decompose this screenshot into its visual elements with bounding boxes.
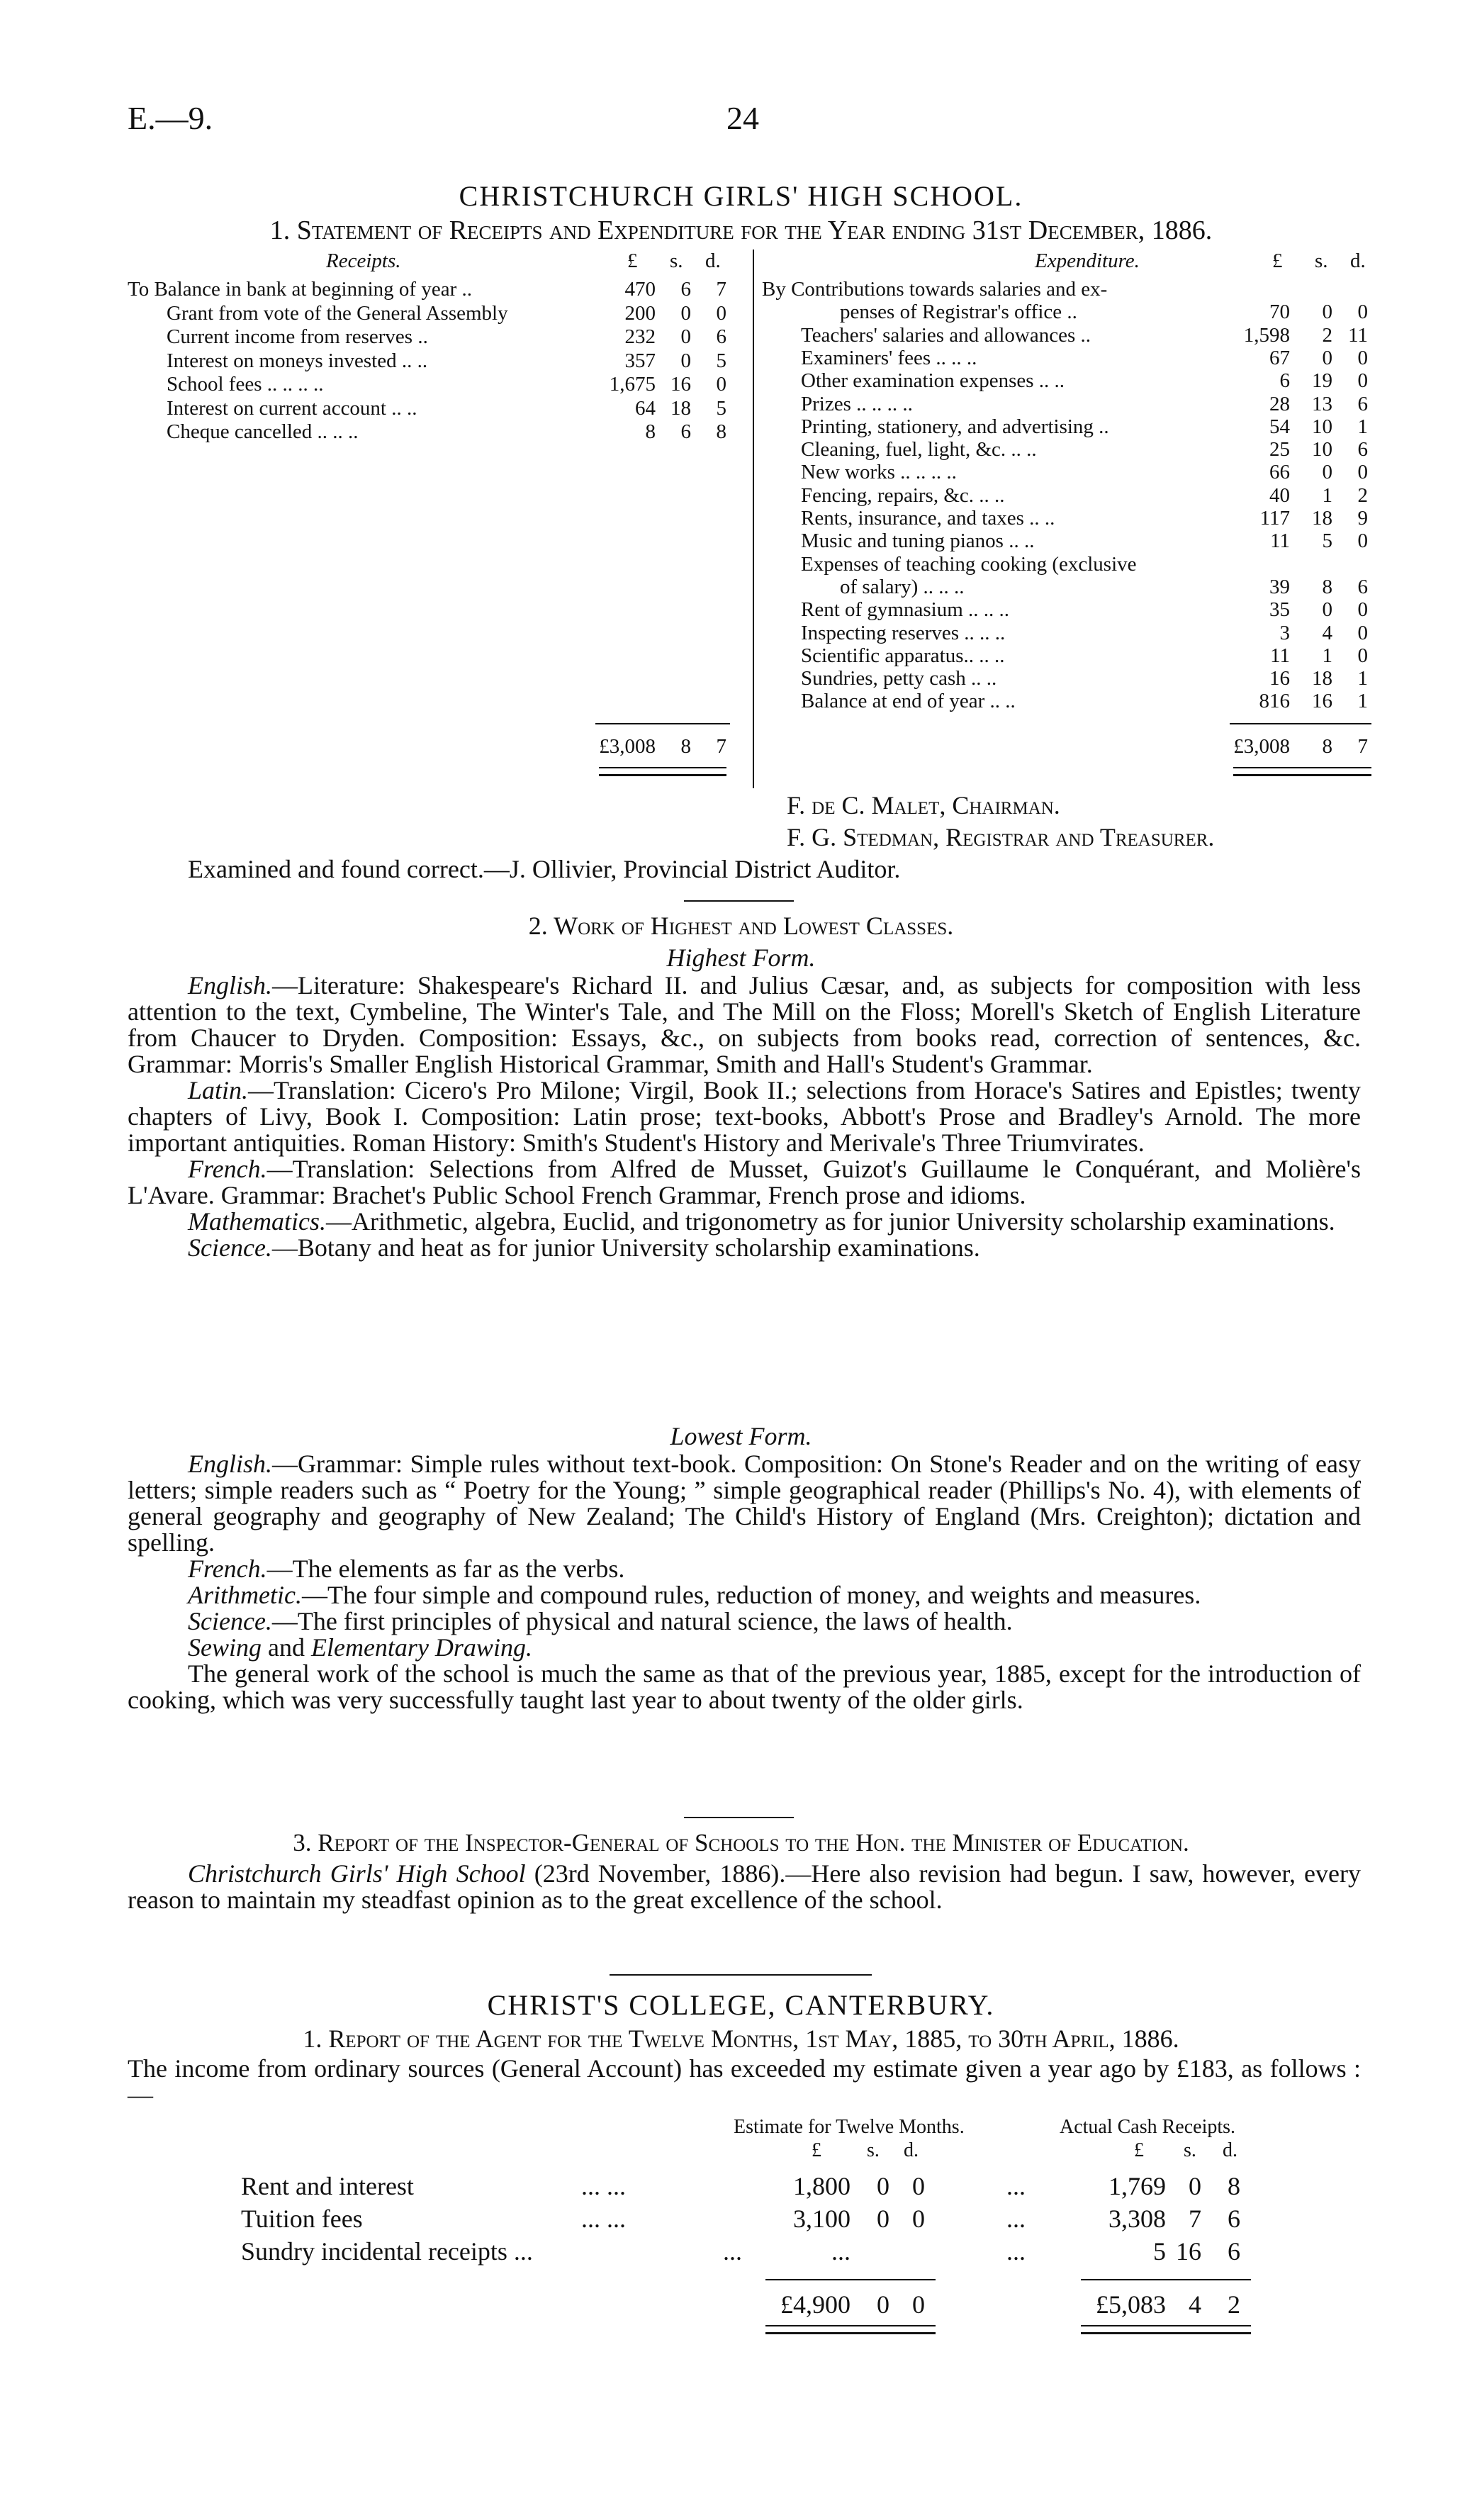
income-mid-leader: ...: [1006, 2237, 1026, 2266]
act-shillings: 0: [1189, 2172, 1201, 2200]
expenditure-shillings: 16: [1312, 690, 1332, 713]
income-mid-leader: ...: [1006, 2205, 1026, 2233]
subject-label: Arithmetic.: [188, 1581, 302, 1609]
subject-text: —Arithmetic, algebra, Euclid, and trigonometry as for junior University scholarship examinations.: [325, 1207, 1335, 1236]
act-pence: 6: [1228, 2205, 1240, 2233]
income-row: [128, 2171, 1361, 2201]
income-label: Rent and interest: [241, 2172, 414, 2200]
subject-text: —Literature: Shakespeare's Richard II. and Julius Cæsar, and, as subjects for composition with less attention to the text, Cymbeline, The Winter's Tale, and The Mill on the Floss; Morell's Sketch of English Literature from Chaucer to Dryden. Composition: Essays, &c., on subjects from books read, correction of sentences, &c. Grammar: Morris's Smaller English Historical Grammar, Smith and Hall's Student's Grammar.: [128, 971, 1361, 1078]
expenditure-row: [762, 576, 1379, 601]
est-shillings: 0: [877, 2205, 889, 2233]
est-pounds: 3,100: [793, 2205, 851, 2233]
expenditure-pounds: 25: [1269, 438, 1290, 461]
receipts-pence: 6: [716, 325, 726, 348]
est-total-rule: [765, 2279, 936, 2280]
receipts-row: [128, 373, 737, 398]
expenditure-pence: 0: [1357, 346, 1368, 369]
expenditure-label: Printing, stationery, and advertising ..: [801, 415, 1109, 438]
expenditure-label: Prizes .. .. .. ..: [801, 392, 913, 415]
receipts-table: [128, 250, 751, 802]
expenditure-label: Scientific apparatus.. .. ..: [801, 644, 1005, 667]
expenditure-shillings: 4: [1322, 621, 1332, 644]
expenditure-shillings: 0: [1322, 301, 1332, 324]
expenditure-row: [762, 369, 1379, 395]
act-shillings: 7: [1189, 2205, 1201, 2233]
expenditure-label: Other examination expenses .. ..: [801, 369, 1065, 393]
est-pounds: ...: [831, 2237, 851, 2266]
expenditure-label: Rent of gymnasium .. .. ..: [801, 598, 1010, 622]
receipts-row: [128, 420, 737, 446]
expenditure-pounds: 54: [1269, 415, 1290, 438]
act-double-rule: [1081, 2325, 1251, 2334]
receipts-shillings: 0: [680, 349, 691, 372]
expenditure-label: Expenses of teaching cooking (exclusive: [801, 552, 1137, 576]
expenditure-pence: 0: [1357, 621, 1368, 644]
expenditure-col-pound: £: [1272, 250, 1283, 272]
expenditure-pence: 0: [1357, 461, 1368, 484]
act-shillings: 16: [1176, 2237, 1201, 2266]
page-number: 24: [726, 100, 759, 136]
subject-label: Mathematics.: [188, 1207, 326, 1236]
expenditure-row: [762, 622, 1379, 647]
income-leader: ... ...: [581, 2172, 626, 2200]
est-shillings: 0: [877, 2172, 889, 2200]
general-work-text: The general work of the school is much the same as that of the previous year, 1885, except for the introduction of cooking, which was very successfully taught last year to about twenty of the older girls.: [128, 1659, 1361, 1714]
expenditure-row: [762, 644, 1379, 670]
receipts-pence: 7: [716, 278, 726, 301]
subject-text: —The four simple and compound rules, reduction of money, and weights and measures.: [301, 1581, 1201, 1609]
sewing-and: and: [262, 1633, 311, 1662]
receipts-double-rule: [599, 767, 726, 776]
lowest-english: [128, 1451, 1361, 1556]
divider-rule-2: [684, 1817, 794, 1818]
expenditure-pence: 1: [1357, 415, 1368, 438]
receipts-label: Cheque cancelled .. .. ..: [167, 420, 359, 443]
act-total-pounds: £5,083: [1096, 2290, 1166, 2319]
act-col-s: s.: [1184, 2139, 1196, 2161]
expenditure-shillings: 0: [1322, 461, 1332, 484]
signature-registrar: F. G. Stedman, Registrar and Treasurer.: [787, 823, 1215, 851]
expenditure-shillings: 0: [1322, 598, 1332, 622]
report-heading: 3. Report of the Inspector-General of Schools to the Hon. the Minister of Education.: [293, 1829, 1189, 1857]
expenditure-row: [762, 530, 1379, 555]
receipts-pounds: 470: [624, 278, 656, 301]
expenditure-label: Sundries, petty cash .. ..: [801, 667, 997, 690]
income-row: [128, 2236, 1361, 2266]
expenditure-label: New works .. .. .. ..: [801, 461, 957, 484]
receipts-label: Interest on current account .. ..: [167, 396, 417, 420]
expenditure-pounds: 816: [1259, 690, 1290, 713]
receipts-shillings: 18: [670, 396, 691, 420]
expenditure-pounds: 28: [1269, 392, 1290, 415]
expenditure-shillings: 18: [1312, 507, 1332, 530]
est-pence: 0: [912, 2172, 925, 2200]
expenditure-shillings: 2: [1322, 323, 1332, 347]
receipts-label: Grant from vote of the General Assembly: [167, 301, 508, 325]
subject-text: —Grammar: Simple rules without text-book. Composition: On Stone's Reader and on the writing of easy letters; simple readers such as “ Poetry for the Young; ” simple geographical reader (Phillips's No. 4), with elements of general geography and geography of New Zealand; The Child's History of England (Mrs. Creighton); dictation and spelling.: [128, 1450, 1361, 1557]
column-divider: [753, 250, 754, 788]
act-total-pence: 2: [1228, 2290, 1240, 2319]
subject-text: —Translation: Cicero's Pro Milone; Virgil, Book II.; selections from Horace's Satires and Epistles; twenty chapters of Livy, Book I. Composition: Latin prose; text-books, Abbott's Prose and Bradley's Arnold. The more important antiquities. Roman History: Smith's Student's History and Merivale's Three Triumvirates.: [128, 1076, 1361, 1157]
expenditure-col-s: s.: [1315, 250, 1328, 272]
divider-rule-3: [610, 1974, 872, 1976]
est-col-s: s.: [867, 2139, 880, 2161]
expenditure-shillings: 0: [1322, 346, 1332, 369]
subject-text: —The elements as far as the verbs.: [266, 1555, 625, 1583]
expenditure-pence: 6: [1357, 575, 1368, 598]
receipts-pounds: 1,675: [609, 373, 656, 396]
expenditure-pounds: 35: [1269, 598, 1290, 622]
receipts-pounds: 200: [624, 301, 656, 325]
act-total-shillings: 4: [1189, 2290, 1201, 2319]
act-col-d: d.: [1223, 2139, 1237, 2161]
expenditure-pounds: 66: [1269, 461, 1290, 484]
receipts-row: [128, 325, 737, 351]
expenditure-pence: 0: [1357, 644, 1368, 667]
expenditure-pounds: 3: [1279, 621, 1290, 644]
act-pounds: 1,769: [1108, 2172, 1166, 2200]
expenditure-pounds: 16: [1269, 667, 1290, 690]
subject-label: Science.: [188, 1233, 272, 1262]
act-pence: 8: [1228, 2172, 1240, 2200]
report-paragraph: [128, 1861, 1361, 1913]
income-table: [128, 2116, 1361, 2385]
expenditure-label: Examiners' fees .. .. ..: [801, 346, 977, 369]
expenditure-pence: 0: [1357, 598, 1368, 622]
est-pence: 0: [912, 2205, 925, 2233]
report-school-name: Christchurch Girls' High School: [188, 1859, 526, 1888]
est-total-shillings: 0: [877, 2290, 889, 2319]
drawing-label: Elementary Drawing.: [310, 1633, 532, 1662]
expenditure-pounds: 11: [1270, 530, 1290, 553]
subject-text: —Botany and heat as for junior University scholarship examinations.: [271, 1233, 980, 1262]
expenditure-row: [762, 324, 1379, 349]
receipts-row: [128, 278, 737, 303]
auditor-note: Examined and found correct.—J. Ollivier, Provincial District Auditor.: [188, 855, 901, 883]
expenditure-pounds: 39: [1269, 575, 1290, 598]
receipts-total-pence: 7: [716, 735, 726, 758]
highest-form-heading: Highest Form.: [666, 943, 816, 972]
expenditure-shillings: 1: [1322, 644, 1332, 667]
lowest-form-content: [128, 1451, 1361, 1713]
expenditure-shillings: 10: [1312, 438, 1332, 461]
expenditure-shillings: 19: [1312, 369, 1332, 393]
lowest-science: [128, 1608, 1361, 1635]
agent-intro: [128, 2056, 1361, 2108]
receipts-row: [128, 397, 737, 422]
expenditure-row: [762, 553, 1379, 578]
income-row: [128, 2204, 1361, 2234]
highest-mathematics: [128, 1209, 1361, 1235]
expenditure-label: penses of Registrar's office ..: [840, 301, 1077, 324]
receipts-shillings: 6: [680, 278, 691, 301]
expenditure-pounds: 1,598: [1243, 323, 1290, 347]
expenditure-total-pence: 7: [1357, 735, 1368, 758]
est-col-pound: £: [812, 2139, 821, 2161]
page-reference: E.—9.: [128, 100, 213, 136]
expenditure-row: [762, 301, 1379, 326]
receipts-row: [128, 349, 737, 375]
signature-chairman: F. de C. Malet, Chairman.: [787, 791, 1060, 819]
receipts-pounds: 8: [645, 420, 656, 443]
expenditure-shillings: 10: [1312, 415, 1332, 438]
receipts-pence: 0: [716, 301, 726, 325]
highest-english: [128, 973, 1361, 1077]
expenditure-pounds: 11: [1270, 644, 1290, 667]
receipts-pence: 5: [716, 349, 726, 372]
expenditure-pence: 11: [1348, 323, 1368, 347]
receipts-pence: 5: [716, 396, 726, 420]
expenditure-label: Inspecting reserves .. .. ..: [801, 621, 1006, 644]
expenditure-total-rule: [1230, 723, 1371, 724]
receipts-pence: 0: [716, 373, 726, 396]
lowest-form-heading: Lowest Form.: [670, 1422, 812, 1450]
subject-label: French.: [188, 1555, 267, 1583]
expenditure-label: Cleaning, fuel, light, &c. .. ..: [801, 438, 1037, 461]
subject-label: English.: [188, 1450, 273, 1478]
expenditure-label: Rents, insurance, and taxes .. ..: [801, 507, 1055, 530]
receipts-col-d: d.: [705, 250, 721, 272]
receipts-label: To Balance in bank at beginning of year ..: [128, 278, 472, 301]
section-title-christs-college: CHRIST'S COLLEGE, CANTERBURY.: [487, 1989, 995, 2021]
section-title-christchurch: CHRISTCHURCH GIRLS' HIGH SCHOOL.: [459, 180, 1023, 212]
receipts-label: Interest on moneys invested .. ..: [167, 349, 428, 372]
work-heading: 2. Work of Highest and Lowest Classes.: [528, 912, 954, 940]
receipts-shillings: 0: [680, 301, 691, 325]
lowest-arithmetic: [128, 1582, 1361, 1608]
expenditure-pence: 1: [1357, 690, 1368, 713]
expenditure-double-rule: [1233, 767, 1371, 776]
expenditure-row: [762, 507, 1379, 532]
col-actual-heading: Actual Cash Receipts.: [1060, 2116, 1236, 2138]
receipts-pence: 8: [716, 420, 726, 443]
expenditure-pence: 1: [1357, 667, 1368, 690]
expenditure-table: [762, 250, 1379, 802]
est-pounds: 1,800: [793, 2172, 851, 2200]
act-pounds: 5: [1153, 2237, 1166, 2266]
expenditure-row: [762, 690, 1379, 715]
expenditure-shillings: 18: [1312, 667, 1332, 690]
subject-text: —The first principles of physical and natural science, the laws of health.: [271, 1607, 1013, 1635]
expenditure-shillings: 13: [1312, 392, 1332, 415]
subject-label: French.: [188, 1155, 267, 1183]
expenditure-total-shillings: 8: [1322, 735, 1332, 758]
expenditure-row: [762, 393, 1379, 418]
income-total-row: [128, 2290, 1361, 2319]
receipts-pounds: 357: [624, 349, 656, 372]
expenditure-row: [762, 415, 1379, 441]
expenditure-shillings: 5: [1322, 530, 1332, 553]
income-mid-leader: ...: [1006, 2172, 1026, 2200]
expenditure-pence: 6: [1357, 392, 1368, 415]
expenditure-pounds: 67: [1269, 346, 1290, 369]
agent-report-heading: 1. Report of the Agent for the Twelve Months, 1st May, 1885, to 30th April, 1886.: [303, 2025, 1179, 2053]
receipts-label: Current income from reserves ..: [167, 325, 428, 348]
sewing-label: Sewing: [188, 1633, 262, 1662]
expenditure-row: [762, 484, 1379, 510]
expenditure-pence: 6: [1357, 438, 1368, 461]
act-total-rule: [1081, 2279, 1251, 2280]
expenditure-pounds: 117: [1259, 507, 1290, 530]
expenditure-label: By Contributions towards salaries and ex-: [762, 278, 1108, 301]
receipts-pounds: 232: [624, 325, 656, 348]
expenditure-label: Teachers' salaries and allowances ..: [801, 323, 1091, 347]
subject-label: English.: [188, 971, 273, 999]
expenditure-row: [762, 438, 1379, 464]
expenditure-pence: 0: [1357, 530, 1368, 553]
subject-label: Science.: [188, 1607, 272, 1635]
expenditure-label: Music and tuning pianos .. ..: [801, 530, 1035, 553]
receipts-shillings: 0: [680, 325, 691, 348]
receipts-row: [128, 302, 737, 327]
expenditure-row: [762, 598, 1379, 624]
receipts-total-shillings: 8: [680, 735, 691, 758]
col-estimate-heading: Estimate for Twelve Months.: [734, 2116, 965, 2138]
agent-intro-text: The income from ordinary sources (General Account) has exceeded my estimate given a year ago by £183, as follows :—: [128, 2054, 1361, 2109]
expenditure-label: of salary) .. .. ..: [840, 575, 965, 598]
est-col-d: d.: [904, 2139, 919, 2161]
receipts-col-s: s.: [670, 250, 683, 272]
report-text: (23rd November, 1886).—Here also revision had begun. I saw, however, every reason to maintain my steadfast opinion as to the great excellence of the school.: [128, 1859, 1361, 1914]
highest-form-content: [128, 973, 1361, 1261]
receipts-shillings: 6: [680, 420, 691, 443]
subject-label: Latin.: [188, 1076, 249, 1104]
general-work: [128, 1661, 1361, 1713]
expenditure-pence: 9: [1357, 507, 1368, 530]
act-col-pound: £: [1134, 2139, 1144, 2161]
est-double-rule: [765, 2325, 936, 2334]
expenditure-pounds: 6: [1279, 369, 1290, 393]
receipts-pounds: 64: [635, 396, 656, 420]
highest-science: [128, 1235, 1361, 1261]
receipts-total-rule: [595, 723, 730, 724]
statement-heading: 1. Statement of Receipts and Expenditure for the Year ending 31st December, 1886.: [269, 215, 1213, 245]
expenditure-total-pounds: £3,008: [1233, 735, 1290, 758]
receipts-col-pound: £: [627, 250, 638, 272]
expenditure-col-d: d.: [1350, 250, 1366, 272]
expenditure-heading: Expenditure.: [1035, 250, 1140, 272]
subject-text: —Translation: Selections from Alfred de Musset, Guizot's Guillaume le Conquérant, and Molière's L'Avare. Grammar: Brachet's Public School French Grammar, French prose and idioms.: [128, 1155, 1361, 1209]
income-label: Sundry incidental receipts ...: [241, 2237, 533, 2266]
sewing-drawing: [128, 1635, 1361, 1661]
receipts-heading: Receipts.: [326, 250, 401, 272]
expenditure-row: [762, 461, 1379, 486]
divider-rule-1: [684, 900, 794, 902]
expenditure-pence: 0: [1357, 369, 1368, 393]
receipts-shillings: 16: [670, 373, 691, 396]
expenditure-pounds: 40: [1269, 483, 1290, 507]
expenditure-pounds: 70: [1269, 301, 1290, 324]
expenditure-shillings: 1: [1322, 483, 1332, 507]
expenditure-label: Balance at end of year .. ..: [801, 690, 1016, 713]
income-leader: ...: [723, 2237, 742, 2266]
receipts-total-row: [128, 735, 737, 761]
expenditure-row: [762, 278, 1379, 303]
highest-latin: [128, 1077, 1361, 1156]
expenditure-total-row: [762, 735, 1379, 761]
expenditure-label: Fencing, repairs, &c. .. ..: [801, 483, 1005, 507]
income-leader: ... ...: [581, 2205, 626, 2233]
est-total-pounds: £4,900: [780, 2290, 851, 2319]
income-label: Tuition fees: [241, 2205, 363, 2233]
act-pounds: 3,308: [1108, 2205, 1166, 2233]
expenditure-row: [762, 347, 1379, 372]
lowest-french: [128, 1556, 1361, 1582]
est-total-pence: 0: [912, 2290, 925, 2319]
expenditure-row: [762, 667, 1379, 693]
receipts-label: School fees .. .. .. ..: [167, 373, 324, 396]
receipts-total-pounds: £3,008: [599, 735, 656, 758]
expenditure-pence: 0: [1357, 301, 1368, 324]
expenditure-shillings: 8: [1322, 575, 1332, 598]
act-pence: 6: [1228, 2237, 1240, 2266]
expenditure-pence: 2: [1357, 483, 1368, 507]
highest-french: [128, 1156, 1361, 1209]
